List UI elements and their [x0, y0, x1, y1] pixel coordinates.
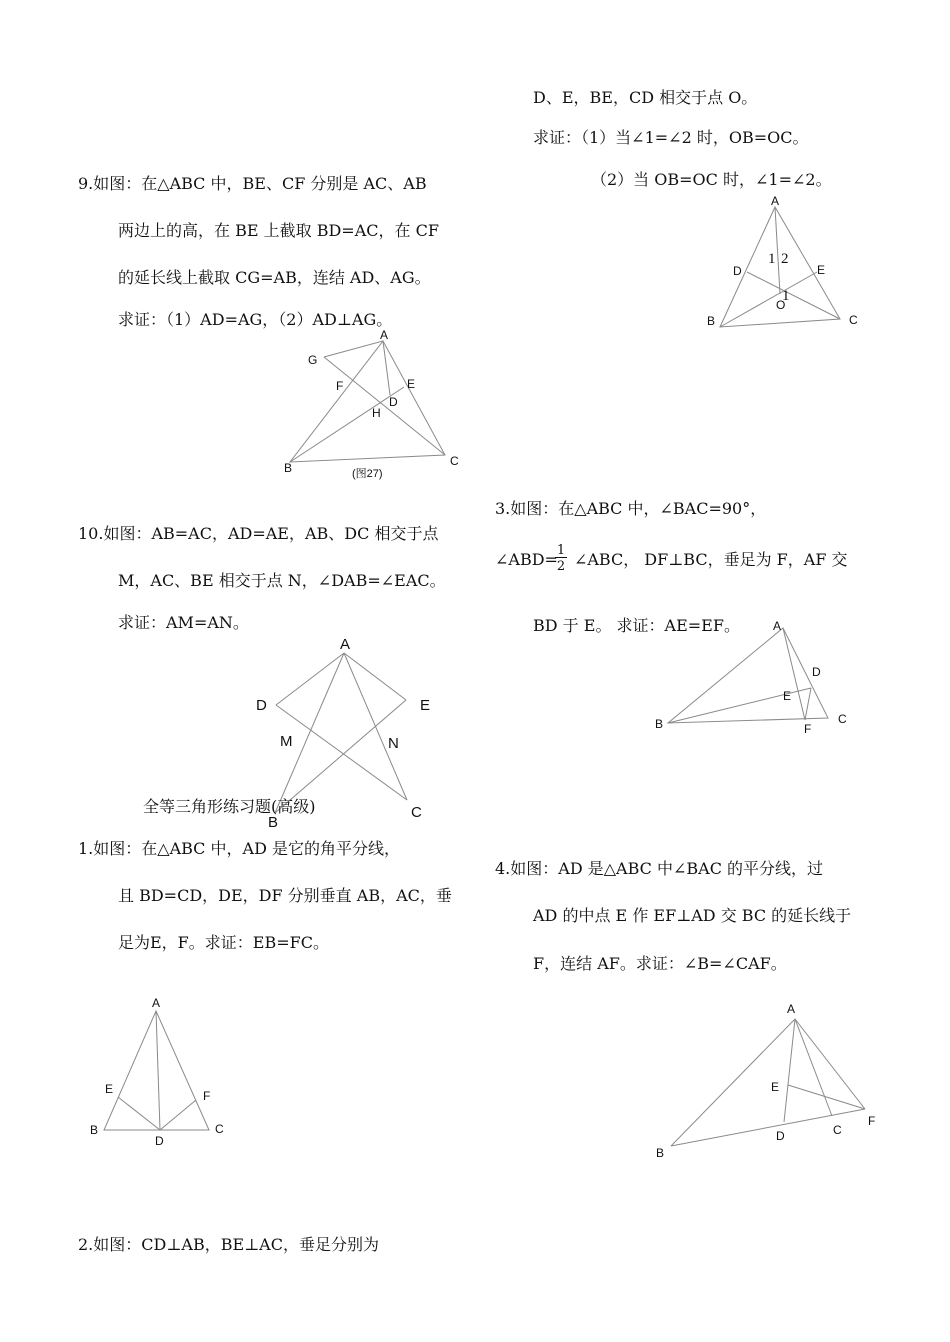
fig3-triangle [668, 628, 828, 723]
p2-text-1: 2.如图：CD⊥AB，BE⊥AC，垂足分别为 [78, 1235, 379, 1254]
fig1-label-f: F [203, 1089, 211, 1103]
p4-text-1: 4.如图：AD 是△ABC 中∠BAC 的平分线，过 [495, 859, 824, 878]
fig2-label-c: C [849, 313, 858, 327]
fig2-label-d: D [733, 264, 742, 278]
fig1-label-e: E [105, 1082, 114, 1096]
fig10-label-d: D [256, 697, 267, 714]
p1-line-1 [78, 839, 456, 859]
fig2-label-b: B [707, 314, 716, 328]
figure-27 [280, 325, 470, 485]
fig27-label-c: C [450, 454, 459, 468]
p3-fraction-den: 2 [556, 559, 566, 574]
fig2-angle-1: 1 [768, 251, 776, 267]
fig1-line-de [118, 1097, 160, 1130]
p2-line-1 [78, 1235, 456, 1255]
fig27-label-b: B [284, 461, 293, 475]
fig3-line-af [783, 628, 805, 720]
fig10-label-n: N [388, 735, 399, 752]
fig10-label-b: B [268, 814, 279, 831]
p9-line-2: 两边上的高，在 BE 上截取 BD=AC，在 CF [118, 221, 439, 240]
fig10-line-dc [276, 705, 407, 800]
fig1-line-ad [156, 1011, 160, 1130]
fig2-angle-1-b: 1 [782, 288, 790, 304]
fig2-label-a: A [771, 194, 780, 208]
fig4-line-bac [671, 1019, 832, 1146]
fig3-label-c: C [838, 712, 847, 726]
fig27-label-d: D [389, 395, 398, 409]
p4-line-2 [533, 906, 873, 926]
fig27-line-ga [324, 341, 383, 357]
fig27-label-a: A [380, 328, 389, 342]
fig10-label-c: C [411, 804, 422, 821]
fig1-line-df [160, 1100, 196, 1130]
p3-line-3: BD 于 E。 求证：AE=EF。 [533, 616, 740, 635]
fig4-label-c: C [833, 1123, 842, 1137]
fig27-label-e: E [407, 377, 416, 391]
fig27-label-g: G [308, 353, 318, 367]
p4-line-3: F，连结 AF。求证：∠B=∠CAF。 [533, 954, 787, 973]
fig1-label-d: D [155, 1134, 164, 1148]
p10-line-2: M，AC、BE 相交于点 N，∠DAB=∠EAC。 [118, 571, 446, 590]
figure-4 [650, 995, 890, 1165]
fig4-line-ad [784, 1019, 795, 1122]
p4-text-2: AD 的中点 E 作 EF⊥AD 交 BC 的延长线于 [533, 906, 852, 925]
fig4-label-f: F [868, 1114, 876, 1128]
fig3-line-df [805, 688, 811, 720]
fig4-label-a: A [787, 1002, 796, 1016]
fig10-line-ae [344, 653, 406, 700]
p3-abd: ∠ABD= [495, 550, 558, 569]
fig4-label-e: E [771, 1080, 780, 1094]
p2-cont: D、E，BE，CD 相交于点 O。 [533, 88, 758, 107]
fig1-label-b: B [90, 1123, 99, 1137]
fig4-label-b: B [656, 1146, 665, 1160]
fig27-label-f: F [336, 379, 344, 393]
figure-3 [650, 615, 860, 740]
p3-abc-rest: ∠ABC， DF⊥BC，垂足为 F，AF 交 [573, 550, 848, 569]
fig27-caption: (图27) [352, 468, 383, 480]
p10-line-1 [78, 524, 456, 544]
p2-proof-2: （2）当 OB=OC 时，∠1=∠2。 [591, 170, 832, 189]
fig3-label-e: E [783, 689, 792, 703]
figure-1 [85, 992, 235, 1152]
fig10-label-m: M [280, 733, 293, 750]
fig3-label-f: F [804, 722, 812, 736]
p3-fraction-num: 1 [556, 543, 566, 558]
fig1-label-a: A [152, 996, 161, 1010]
fig2-label-e: E [817, 263, 826, 277]
fig4-line-ef [788, 1085, 865, 1109]
p3-line-2 [495, 550, 848, 570]
section-title: 全等三角形练习题(高级) [143, 797, 316, 816]
fig2-angle-2: 2 [781, 251, 789, 267]
p1-text-1: 1.如图：在△ABC 中，AD 是它的角平分线， [78, 839, 400, 858]
fig10-label-e: E [420, 697, 431, 714]
fig3-label-a: A [773, 619, 782, 633]
fig27-label-h: H [372, 406, 381, 420]
fig2-line-ao [775, 207, 780, 294]
fig4-label-d: D [776, 1129, 785, 1143]
p4-line-1 [495, 859, 873, 879]
p9-line-3: 的延长线上截取 CG=AB，连结 AD、AG。 [118, 268, 431, 287]
fig3-label-b: B [655, 717, 664, 731]
p1-line-2: 且 BD=CD，DE，DF 分别垂直 AB，AC，垂 [118, 886, 452, 905]
fig27-line-ad [383, 341, 390, 395]
fig10-label-a: A [340, 636, 351, 653]
fig3-label-d: D [812, 665, 821, 679]
p1-line-3: 足为E，F。求证：EB=FC。 [118, 933, 329, 952]
p9-line-4: 求证：（1）AD=AG，（2）AD⊥AG。 [118, 310, 393, 329]
fig4-line-af [795, 1019, 865, 1109]
p2-proof-1: 求证：（1）当∠1=∠2 时，OB=OC。 [533, 128, 809, 147]
p10-text-1: 10.如图：AB=AC，AD=AE，AB、DC 相交于点 [78, 524, 439, 543]
figure-2 [700, 192, 870, 337]
p3-line-1: 3.如图：在△ABC 中，∠BAC=90°， [495, 499, 767, 518]
fig27-line-be [290, 387, 404, 462]
fig27-line-gc [324, 357, 445, 455]
fig1-label-c: C [215, 1122, 224, 1136]
p9-text-1: 9.如图：在△ABC 中，BE、CF 分别是 AC、AB [78, 174, 427, 193]
p9-line-1 [78, 174, 456, 194]
fig2-label-o: O [776, 298, 786, 312]
p10-line-3: 求证：AM=AN。 [118, 613, 249, 632]
fig10-line-ad [276, 653, 344, 705]
